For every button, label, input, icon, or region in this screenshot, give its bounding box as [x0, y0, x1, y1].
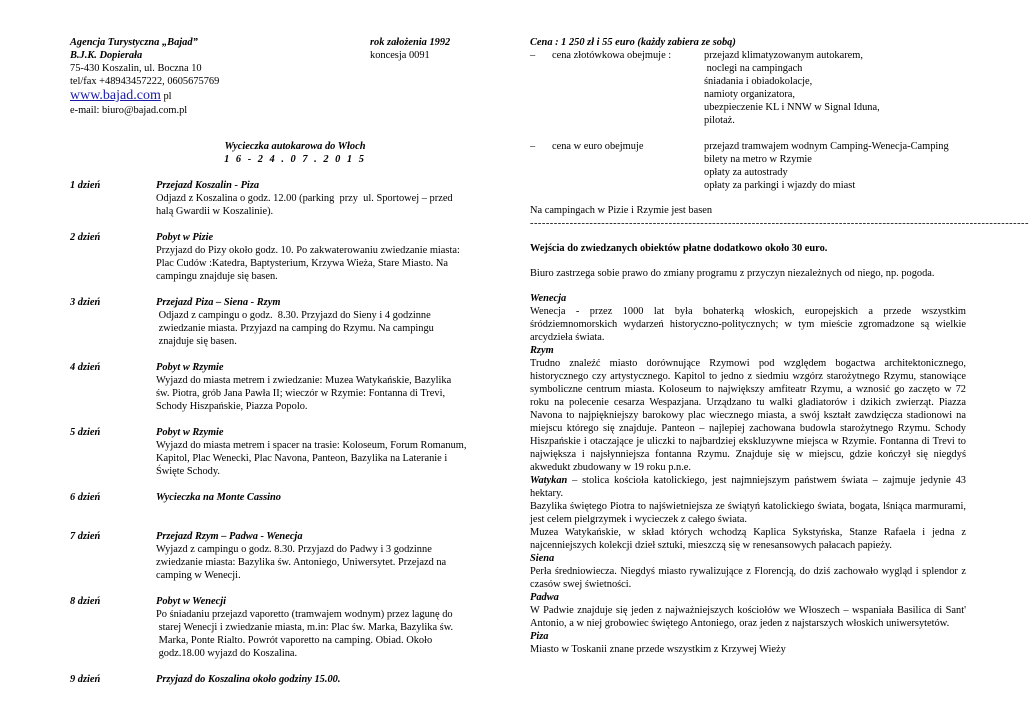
day-content: [156, 361, 490, 413]
city-text-siena: Perła średniowiecza. Niegdyś miasto rywalizujące z Florencją, do dziś zachowało wygląd i splendor z czasów swej świetności.: [530, 566, 966, 590]
day-description-line: Kapitol, Plac Wenecki, Plac Navona, Panteon, Bazylika na Lateranie i: [156, 453, 448, 464]
day-description-line: camping w Wenecji.: [156, 570, 241, 581]
city-title-wenecja: Wenecja: [530, 293, 567, 304]
left-column: [70, 36, 490, 686]
day-label: 7 dzień: [70, 531, 101, 542]
entry-fee-note: Wejścia do zwiedzanych obiektów płatne dodatkowo około 30 euro.: [530, 243, 828, 254]
agency-owner-row: [70, 49, 490, 62]
day-label: 1 dzień: [70, 180, 101, 191]
city-title-piza: Piza: [530, 631, 549, 642]
day-description-line: Schody Hiszpańskie, Piazza Popolo.: [156, 401, 308, 412]
price-item: namioty organizatora,: [704, 89, 795, 100]
itinerary-day: [70, 231, 490, 283]
city-text-wenecja: Wenecja - przez 1000 lat była bohaterką włoskich, europejskich a przede wszystkim śródziemnomorskich wydarzeń historyczno-politycznych; w tym mieście zgromadzone są wielkie arcydzieła świata.: [530, 306, 966, 343]
itinerary-day: [70, 361, 490, 413]
separator: ------------------------------------------------------------------------------------------------------------------------------: [530, 218, 1029, 229]
day-description-line: Wyjazd z campingu o godz. 8.30. Przyjazd do Padwy i 3 godzinne: [156, 544, 432, 555]
founded-year: rok założenia 1992: [370, 37, 451, 48]
day-description-line: starej Wenecji i zwiedzanie miasta, m.in: Plac św. Marka, Bazylika św.: [156, 622, 454, 633]
website-suffix: pl: [160, 91, 172, 102]
day-heading: Pobyt w Wenecji: [156, 596, 227, 607]
itinerary-day: [70, 595, 490, 660]
day-label: 2 dzień: [70, 232, 101, 243]
city-title-rzym: Rzym: [530, 345, 554, 356]
day-description-line: halą Gwardii w Koszalinie).: [156, 206, 274, 217]
price-eur-section: [530, 140, 966, 192]
agency-owner: B.J.K. Dopierała: [70, 50, 143, 61]
city-title-padwa: Padwa: [530, 592, 559, 603]
day-content: [156, 296, 490, 348]
price-item: śniadania i obiadokolacje,: [704, 76, 813, 87]
day-heading: Przejazd Piza – Siena - Rzym: [156, 297, 281, 308]
price-pln-section: [530, 49, 966, 127]
eur-items: [704, 140, 966, 192]
city-watykan-para: [530, 474, 966, 500]
price-item: pilotaż.: [704, 115, 735, 126]
day-content: [156, 426, 490, 478]
city-title-siena: Siena: [530, 553, 555, 564]
price-item: noclegi na campingach: [704, 63, 803, 74]
day-description-line: Wyjazd do miasta metrem i zwiedzanie: Muzea Watykańskie, Bazylika: [156, 375, 452, 386]
day-label: 4 dzień: [70, 362, 101, 373]
price-item: bilety na metro w Rzymie: [704, 154, 812, 165]
pln-items: [704, 49, 966, 127]
day-description-line: campingu znajduje się basen.: [156, 271, 278, 282]
agency-header-row: [70, 36, 490, 49]
city-text-piza: Miasto w Toskanii znane przede wszystkim z Krzywej Wieży: [530, 644, 786, 655]
day-label: 9 dzień: [70, 674, 101, 685]
itinerary: [70, 179, 490, 686]
day-heading: Przyjazd do Koszalina około godziny 15.00.: [156, 674, 341, 685]
day-description-line: zwiedzanie miasta. Przyjazd na camping do Rzymu. Na campingu: [156, 323, 434, 334]
muzea-text: Muzea Watykańskie, w skład których wchodzą Kaplica Sykstyńska, Stanze Rafaela i jedna z najcenniejszych kolekcji dzieł sztuki, mieszczą się w renesansowych pałacach papieży.: [530, 527, 966, 551]
city-text-padwa: W Padwie znajduje się jeden z najważniejszych kościołów we Włoszech – wspaniała Basilica di Sant' Antonio, a w niej grobowiec świętego Antoniego, oraz jeden z najstarszych włoskich uniwersytetów.: [530, 605, 966, 629]
day-description-line: znajduje się basen.: [156, 336, 237, 347]
day-description-line: Po śniadaniu przejazd vaporetto (tramwajem wodnym) przez lagunę do: [156, 609, 453, 620]
itinerary-day: [70, 673, 490, 686]
day-label: 8 dzień: [70, 596, 101, 607]
city-text-watykan: – stolica kościoła katolickiego, jest najmniejszym państwem świata – zajmuje jedynie 43 hektary.: [530, 475, 966, 499]
day-content: [156, 595, 490, 660]
day-content: [156, 231, 490, 283]
itinerary-day: [70, 491, 490, 504]
day-content: [156, 491, 490, 504]
day-description-line: Odjazd z Koszalina o godz. 12.00 (parking przy ul. Sportowej – przed: [156, 193, 453, 204]
license-number: koncesja 0091: [370, 50, 430, 61]
itinerary-day: [70, 426, 490, 478]
day-heading: Pobyt w Rzymie: [156, 427, 224, 438]
day-heading: Przejazd Rzym – Padwa - Wenecja: [156, 531, 303, 542]
reserve-note: Biuro zastrzega sobie prawo do zmiany programu z przyczyn niezależnych od niego, np. pogoda.: [530, 268, 935, 279]
day-description-line: Święte Schody.: [156, 466, 220, 477]
website-link[interactable]: www.bajad.com: [70, 88, 161, 103]
city-title-watykan: Watykan: [530, 475, 568, 486]
pln-label: cena złotówkowa obejmuje :: [552, 50, 672, 61]
price-item: ubezpieczenie KL i NNW w Signal Iduna,: [704, 102, 880, 113]
day-content: [156, 673, 490, 686]
agency-name: Agencja Turystyczna „Bajad”: [70, 37, 198, 48]
day-label: 6 dzień: [70, 492, 101, 503]
day-description-line: Wyjazd do miasta metrem i spacer na trasie: Koloseum, Forum Romanum,: [156, 440, 467, 451]
day-heading: Przejazd Koszalin - Piza: [156, 180, 260, 191]
day-heading: Pobyt w Pizie: [156, 232, 214, 243]
city-text-rzym: Trudno znaleźć miasto dorównujące Rzymowi pod względem bogactwa architektonicznego, historycznego czy artystycznego. Kapitol to jedno z siedmiu wzgórz starożytnego Rzymu, stanowiące symboliczne centrum miasta. Koloseum to największy amfiteatr Rzymu, a wznosić go zaczęto w 72 roku na polecenie cesarza Wespazjana. Urządzano tu walki gladiatorów i dzikich zwierząt. Piazza Navona to najpiękniejszy barokowy plac wiecznego miasta, a swój kształt zawdzięcza stadionowi na miejscu którego się znajduje. Panteon – najlepiej zachowana budowla starożytnego Rzymu. Schody Hiszpańskie i otaczające je uliczki to najbardziej ekskluzywne miejsca w Rzymie. Fontanna di Trevi to największa i najsłynniejsza fontanna Rzymu. Znajduje się w miejscu, gdzie kończył się niegdyś akwedukt zbudowany w 19 roku p.n.e.: [530, 358, 966, 473]
day-content: [156, 179, 490, 218]
day-description-line: Marka, Ponte Rialto. Powrót vaporetto na camping. Obiad. Około: [156, 635, 433, 646]
right-column: [530, 36, 1029, 656]
day-description-line: Odjazd z campingu o godz. 8.30. Przyjazd do Sieny i 4 godzinne: [156, 310, 431, 321]
day-description-line: zwiedzanie miasta: Bazylika św. Antoniego, Uniwersytet. Przejazd na: [156, 557, 447, 568]
agency-phone: tel/fax +48943457222, 0605675769: [70, 76, 220, 87]
price-item: opłaty za parkingi i wjazdy do miast: [704, 180, 856, 191]
day-label: 3 dzień: [70, 297, 101, 308]
city-descriptions: [530, 292, 966, 656]
pool-note: Na campingach w Pizie i Rzymie jest basen: [530, 205, 713, 216]
price-item: przejazd klimatyzowanym autokarem,: [704, 50, 863, 61]
day-heading: Wycieczka na Monte Cassino: [156, 492, 281, 503]
pln-dash: –: [530, 50, 536, 61]
day-content: [156, 530, 490, 582]
day-description-line: Przyjazd do Pizy około godz. 10. Po zakwaterowaniu zwiedzanie miasta:: [156, 245, 460, 256]
day-description-line: Plac Cudów :Katedra, Baptysterium, Krzywa Wieża, Stare Miasto. Na: [156, 258, 448, 269]
trip-title-block: [100, 140, 490, 166]
trip-title: Wycieczka autokarowa do Włoch: [224, 141, 366, 152]
price-item: przejazd tramwajem wodnym Camping-Wenecja-Camping: [704, 141, 949, 152]
itinerary-day: [70, 296, 490, 348]
day-description-line: św. Piotra, grób Jana Pawła II; wieczór w Rzymie: Fontanna di Trevi,: [156, 388, 446, 399]
bazylika-text: Bazylika świętego Piotra to najświetniejsza ze świątyń katolickiego świata, bogata, lśniąca marmurami, jest celem pielgrzymek i wycieczek z całego świata.: [530, 501, 966, 525]
trip-dates: 1 6 - 2 4 . 0 7 . 2 0 1 5: [224, 154, 366, 165]
day-label: 5 dzień: [70, 427, 101, 438]
agency-website-row: [70, 88, 490, 104]
day-heading: Pobyt w Rzymie: [156, 362, 224, 373]
price-header: Cena : 1 250 zł i 55 euro (każdy zabiera ze sobą): [530, 37, 736, 48]
price-item: opłaty za autostrady: [704, 167, 788, 178]
itinerary-day: [70, 179, 490, 218]
eur-dash: –: [530, 141, 536, 152]
eur-label: cena w euro obejmuje: [552, 141, 644, 152]
agency-address: 75-430 Koszalin, ul. Boczna 10: [70, 63, 202, 74]
agency-email: e-mail: biuro@bajad.com.pl: [70, 105, 188, 116]
itinerary-day: [70, 530, 490, 582]
day-description-line: godz.18.00 wyjazd do Koszalina.: [156, 648, 298, 659]
